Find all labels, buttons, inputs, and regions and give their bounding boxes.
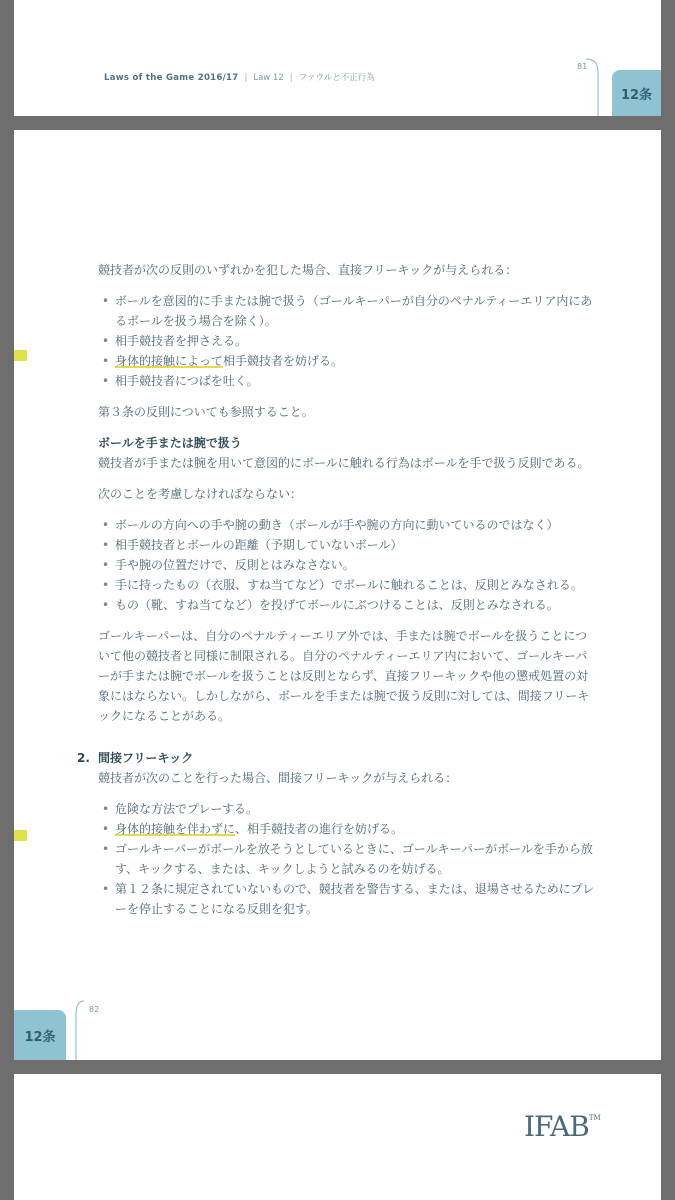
list-item: • 手に持ったもの（衣服、すね当てなど）でボールに触れることは、反則とみなされる。: [98, 575, 598, 595]
indirect-fk-intro: 競技者が次のことを行った場合、間接フリーキックが与えられる：: [98, 771, 458, 785]
list-item-rest: 、相手競技者の進行を妨げる。: [235, 822, 404, 836]
section-2-title: [77, 748, 598, 768]
handball-heading: ボールを手または腕で扱う: [98, 436, 242, 450]
list-item: • 手や腕の位置だけで、反則とはみなさない。: [98, 555, 598, 575]
footer-law-tab: 12条: [14, 1010, 66, 1060]
trademark-mark: TM: [588, 1114, 601, 1122]
indirect-fk-list: [98, 799, 598, 919]
ifab-logo: [524, 1110, 601, 1143]
goalkeeper-paragraph: ゴールキーパーは、自分のペナルティーエリア外では、手または腕でボールを扱うことについて他の競技者と同様に制限される。自分のペナルティーエリア内において、ゴールキーパーが手または腕でボールを扱うことは反則とならず、直接フリーキックや他の懲戒処置の対象にはならない。しかしながら、ボールを手または腕で扱う反則に対しては、間接フリーキックになることがある。: [98, 629, 590, 723]
running-header-doc-title: Laws of the Game 2016/17: [104, 73, 239, 83]
document-page: [14, 130, 661, 1060]
see-also-note: 第３条の反則についても参照すること。: [98, 405, 314, 419]
list-item: • ボールの方向への手や腕の動き（ボールが手や腕の方向に動いているのではなく）: [98, 515, 598, 535]
handball-text: 競技者が手または腕を用いて意図的にボールに触れる行為はボールを手で扱う反則である。: [98, 456, 590, 470]
list-item-rest: 相手競技者を妨げる。: [223, 354, 344, 368]
list-item: • もの（靴、すね当てなど）を投げてボールにぶつけることは、反則とみなされる。: [98, 595, 598, 615]
list-item: • 相手競技者を押さえる。: [98, 331, 598, 351]
section-title-text: 間接フリーキック: [98, 751, 194, 765]
list-item: • 第１２条に規定されていないもので、競技者を警告する、または、退場させるためにプレーを停止することになる反則を犯す。: [98, 879, 598, 919]
list-item: • 相手競技者とボールの距離（予期していないボール）: [98, 535, 598, 555]
footer-page-number: 82: [89, 1005, 100, 1014]
next-page-header: [14, 1074, 661, 1200]
list-item: • ボールを意図的に手または腕で扱う（ゴールキーパーが自分のペナルティーエリア内にあるボールを扱う場合を除く）。: [98, 291, 598, 331]
consider-list: [98, 515, 598, 615]
list-item: • ゴールキーパーがボールを放そうとしているときに、ゴールキーパーがボールを手から放す、キックする、または、キックしようと試みるのを妨げる。: [98, 839, 598, 879]
list-item: • 相手競技者につばを吐く。: [98, 371, 598, 391]
highlighted-text: 身体的接触によって: [115, 354, 224, 368]
change-marker: [14, 830, 27, 841]
change-marker: [14, 350, 27, 361]
running-header-separator: |: [244, 73, 248, 83]
list-item: • 危険な方法でプレーする。: [98, 799, 598, 819]
running-header-law-title: ファウルと不正行為: [298, 73, 375, 83]
page-edge-curve: [66, 1000, 86, 1060]
section-number: 2.: [77, 751, 90, 765]
page-edge-curve: [584, 58, 604, 116]
running-header-law: Law 12: [253, 73, 284, 83]
list-item: [98, 351, 598, 371]
ifab-logo-text: IFAB: [524, 1110, 589, 1143]
previous-page-footer: [14, 0, 661, 116]
direct-fk-list: [98, 291, 598, 391]
direct-fk-intro: 競技者が次の反則のいずれかを犯した場合、直接フリーキックが与えられる：: [98, 263, 518, 277]
page-content: [77, 260, 598, 930]
list-item: [98, 819, 598, 839]
highlighted-text: 身体的接触を伴わずに: [115, 822, 236, 836]
page-number: 81: [577, 62, 588, 71]
running-header-separator: |: [289, 73, 293, 83]
running-header: [104, 71, 375, 83]
consider-intro: 次のことを考慮しなければならない：: [98, 487, 303, 501]
law-tab: 12条: [612, 70, 661, 116]
